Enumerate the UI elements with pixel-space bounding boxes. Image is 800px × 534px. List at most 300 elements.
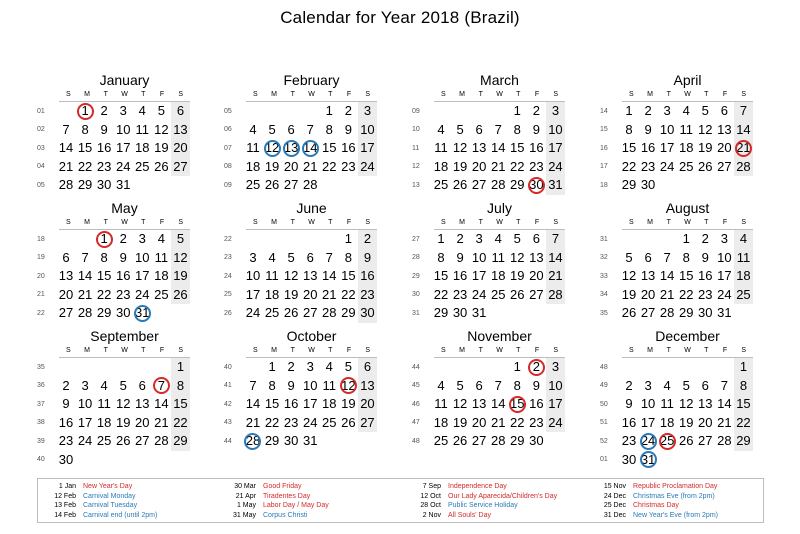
day-number: 25 [154,286,169,302]
day-number: 19 [452,414,468,430]
weekday-header [59,345,190,358]
day-number: 19 [283,286,299,302]
day-cell [734,286,753,305]
day-cell [95,139,114,158]
day-number: 30 [529,433,544,448]
weekday-label: T [290,347,295,354]
month-october [222,328,377,451]
day-number: 13 [471,140,487,155]
day-cell [301,395,320,414]
day-cell [133,377,152,396]
day-cell [114,377,133,396]
day-cell [508,414,527,433]
day-cell [489,102,508,121]
day-number: 1 [625,103,633,118]
day-cell [171,102,190,121]
day-number: 22 [510,414,525,430]
day-number: 24 [302,414,318,430]
day-cell [639,230,658,249]
day-cell [696,158,715,177]
day-cell [339,249,358,268]
weekday-label: T [328,347,333,354]
day-number: 10 [135,249,150,265]
day-cell [639,358,658,377]
day-number: 8 [176,377,185,393]
day-number: 30 [115,305,131,320]
day-cell [263,249,282,268]
day-cell [358,304,377,323]
legend-item [598,482,718,492]
day-cell [171,304,190,323]
day-number: 18 [264,286,280,302]
week-number: 52 [600,437,608,445]
day-number: 24 [115,158,131,174]
weekday-label: M [647,219,653,226]
legend-date: 15 Nov [603,483,626,490]
legend-item [48,482,157,492]
weekday-label: T [290,219,295,226]
day-number: 29 [264,433,280,448]
day-number: 4 [138,103,146,118]
weekday-header [434,217,565,230]
day-cell [282,267,301,286]
day-cell [171,377,190,396]
week-row [410,414,565,433]
day-cell [677,286,696,305]
day-cell [152,267,171,286]
day-number: 8 [739,377,748,393]
day-cell [696,102,715,121]
day-number: 31 [640,451,656,467]
day-cell [152,121,171,140]
day-cell [734,395,753,414]
day-cell [282,121,301,140]
week-row [598,395,753,414]
weekday-label: S [441,219,446,226]
day-number: 2 [532,103,540,118]
day-cell [734,176,753,195]
day-cell [431,121,450,140]
day-number: 15 [264,396,280,411]
legend-date: 1 Jan [58,483,76,490]
weekday-label: S [253,219,258,226]
day-cell [470,102,489,121]
weekday-label: T [141,219,146,226]
day-cell [489,395,508,414]
week-number: 26 [224,309,232,317]
day-number: 21 [58,158,74,174]
day-number: 21 [548,268,563,283]
day-number: 18 [659,414,675,430]
day-number: 13 [471,396,487,411]
day-number: 7 [663,249,671,265]
day-cell [243,414,262,433]
legend-date: 1 May [236,502,256,509]
day-cell [527,121,546,140]
day-cell [152,432,171,451]
day-number: 14 [736,121,751,137]
day-number: 22 [736,414,751,430]
day-cell [243,304,262,323]
day-number: 25 [433,433,449,448]
day-cell [508,102,527,121]
day-cell [243,121,262,140]
day-cell [508,304,527,323]
day-cell [152,230,171,249]
day-cell [114,249,133,268]
day-number: 18 [433,414,449,430]
day-number: 17 [115,140,131,155]
day-number: 7 [249,377,257,393]
day-cell [282,304,301,323]
day-cell [95,176,114,195]
day-number: 4 [157,231,165,246]
day-cell [677,395,696,414]
day-cell [696,304,715,323]
day-cell [546,395,565,414]
day-cell [451,249,470,268]
week-row [410,267,565,286]
day-number: 2 [532,359,540,374]
day-cell [56,451,75,470]
week-number: 09 [224,181,232,189]
day-number: 17 [548,396,563,411]
day-cell [301,432,320,451]
day-cell [339,102,358,121]
day-number: 11 [660,396,674,411]
day-cell [358,267,377,286]
day-number: 9 [363,249,372,265]
day-number: 10 [548,121,563,137]
day-cell [527,249,546,268]
day-number: 20 [529,268,544,283]
day-number: 20 [302,286,318,302]
day-number: 29 [510,177,525,192]
day-cell [339,230,358,249]
weekday-label: S [66,91,71,98]
day-number: 28 [245,433,261,448]
day-cell [263,230,282,249]
legend-holiday-name: Independence Day [448,483,507,490]
day-number: 16 [452,268,468,283]
legend-holiday-name: New Year's Eve (from 2pm) [633,511,718,519]
day-cell [734,139,753,158]
day-cell [470,139,489,158]
legend-item [413,501,557,511]
day-cell [470,121,489,140]
day-cell [734,304,753,323]
day-cell [282,395,301,414]
day-cell [339,395,358,414]
day-number: 6 [720,103,728,118]
day-cell [677,121,696,140]
week-row [410,358,565,377]
weekday-label: S [553,347,558,354]
day-cell [546,414,565,433]
day-cell [715,176,734,195]
day-cell [658,395,677,414]
day-number: 12 [283,268,299,283]
legend-item [598,492,718,502]
day-cell [339,432,358,451]
day-number: 18 [490,268,506,283]
weekday-label: T [328,219,333,226]
day-cell [715,286,734,305]
day-number: 22 [173,414,188,430]
week-row [35,304,190,323]
day-number: 15 [510,396,525,411]
day-cell [133,358,152,377]
day-cell [527,158,546,177]
legend-item [413,492,557,502]
week-row [222,304,377,323]
day-cell [171,358,190,377]
day-cell [489,139,508,158]
day-cell [56,249,75,268]
day-number: 3 [475,231,483,246]
week-row [35,414,190,433]
day-cell [639,121,658,140]
day-number: 18 [135,140,150,155]
day-number: 21 [736,140,751,155]
day-cell [639,304,658,323]
day-number: 5 [344,359,352,374]
day-cell [320,432,339,451]
day-cell [76,176,95,195]
weekday-header [434,345,565,358]
weekday-label: M [459,347,465,354]
day-cell [715,395,734,414]
day-cell [619,230,638,249]
day-number: 6 [532,231,540,246]
day-cell [320,139,339,158]
day-number: 25 [322,414,337,430]
day-number: 14 [154,396,169,411]
day-cell [639,414,658,433]
week-row [598,286,753,305]
legend-holiday-name: Good Friday [263,483,302,490]
legend-date: 24 Dec [603,492,626,500]
week-number: 07 [224,144,232,152]
day-cell [320,395,339,414]
day-number: 19 [452,158,468,174]
day-cell [470,395,489,414]
day-cell [508,176,527,195]
legend-date: 30 Mar [234,483,256,490]
day-cell [658,377,677,396]
day-number: 14 [659,268,675,283]
day-number: 12 [115,396,131,411]
day-number: 28 [58,177,74,192]
day-number: 18 [154,268,169,283]
day-number: 25 [245,177,261,192]
day-cell [489,286,508,305]
weekday-label: W [121,91,128,98]
day-number: 31 [302,433,318,448]
day-cell [546,230,565,249]
day-number: 7 [157,377,165,393]
month-name: November [467,328,532,344]
day-cell [133,176,152,195]
day-cell [619,249,638,268]
day-cell [282,286,301,305]
month-april [598,72,753,195]
day-cell [114,395,133,414]
day-number: 18 [433,158,449,174]
week-number: 18 [600,181,608,189]
day-cell [358,414,377,433]
weekday-label: S [365,347,370,354]
day-number: 1 [268,359,276,374]
day-cell [527,176,546,195]
weekday-label: M [271,347,277,354]
day-number: 2 [644,103,652,118]
weekday-label: S [178,219,183,226]
day-number: 6 [475,121,483,137]
day-cell [243,286,262,305]
day-cell [696,358,715,377]
day-cell [243,267,262,286]
day-cell [76,395,95,414]
week-row [35,286,190,305]
day-cell [431,395,450,414]
day-number: 10 [659,121,675,137]
day-cell [677,377,696,396]
week-number: 50 [600,400,608,408]
week-row [410,230,565,249]
day-cell [263,139,282,158]
weekday-label: W [308,219,315,226]
day-number: 13 [529,249,544,265]
day-cell [95,395,114,414]
day-cell [263,358,282,377]
day-number: 30 [621,451,637,467]
day-cell [320,121,339,140]
weekday-header [246,217,377,230]
week-row [222,249,377,268]
day-cell [696,121,715,140]
day-number: 24 [77,433,93,448]
day-cell [171,267,190,286]
day-number: 21 [154,414,169,430]
day-number: 12 [678,396,694,411]
day-cell [715,267,734,286]
weekday-label: T [103,347,108,354]
day-number: 20 [471,158,487,174]
day-cell [76,267,95,286]
day-cell [546,304,565,323]
weekday-label: M [647,91,653,98]
day-number: 11 [434,140,448,155]
day-number: 3 [720,231,728,246]
day-cell [451,358,470,377]
day-cell [114,358,133,377]
day-cell [546,139,565,158]
day-number: 17 [360,140,375,155]
day-cell [358,121,377,140]
day-number: 18 [678,140,694,155]
day-number: 6 [363,359,372,374]
day-cell [639,432,658,451]
day-cell [114,414,133,433]
day-cell [619,158,638,177]
day-cell [489,249,508,268]
day-number: 23 [698,286,713,302]
day-number: 25 [264,305,280,320]
weekday-label: F [722,91,728,98]
legend-holiday-name: Tiradentes Day [263,492,311,500]
day-cell [301,358,320,377]
day-number: 27 [698,433,713,448]
day-cell [734,358,753,377]
day-cell [734,432,753,451]
day-cell [114,176,133,195]
day-number: 23 [341,158,356,174]
weekday-label: M [271,219,277,226]
day-number: 23 [360,286,375,302]
day-number: 28 [302,177,318,192]
day-cell [114,451,133,470]
day-cell [320,414,339,433]
week-row [410,102,565,121]
month-name: April [673,72,702,88]
day-number: 5 [456,377,464,393]
week-number: 36 [37,382,45,390]
day-number: 11 [736,249,751,265]
week-number: 32 [600,254,608,262]
week-number: 06 [224,126,232,134]
day-number: 10 [360,121,375,137]
day-cell [508,395,527,414]
week-row [410,176,565,195]
day-number: 21 [490,158,506,174]
day-number: 4 [739,231,748,246]
day-cell [152,158,171,177]
day-cell [171,139,190,158]
day-cell [339,139,358,158]
week-number: 01 [600,456,608,464]
holiday-ring-icon [640,451,657,468]
day-cell [677,139,696,158]
day-cell [301,414,320,433]
day-cell [431,158,450,177]
day-number: 17 [77,414,93,430]
day-cell [508,267,527,286]
day-cell [152,395,171,414]
day-cell [470,286,489,305]
weekday-label: S [553,91,558,98]
day-cell [320,102,339,121]
day-cell [263,377,282,396]
day-number: 24 [360,158,375,174]
day-cell [431,304,450,323]
day-number: 19 [173,268,188,283]
day-cell [243,432,262,451]
day-cell [431,358,450,377]
weekday-label: T [478,219,483,226]
day-number: 10 [245,268,261,283]
day-number: 28 [659,305,675,320]
week-number: 11 [412,144,420,152]
day-cell [339,286,358,305]
week-row [598,451,753,470]
day-cell [358,432,377,451]
day-cell [489,432,508,451]
day-number: 24 [471,286,487,302]
day-cell [243,102,262,121]
day-number: 5 [287,249,295,265]
day-number: 1 [513,103,521,118]
